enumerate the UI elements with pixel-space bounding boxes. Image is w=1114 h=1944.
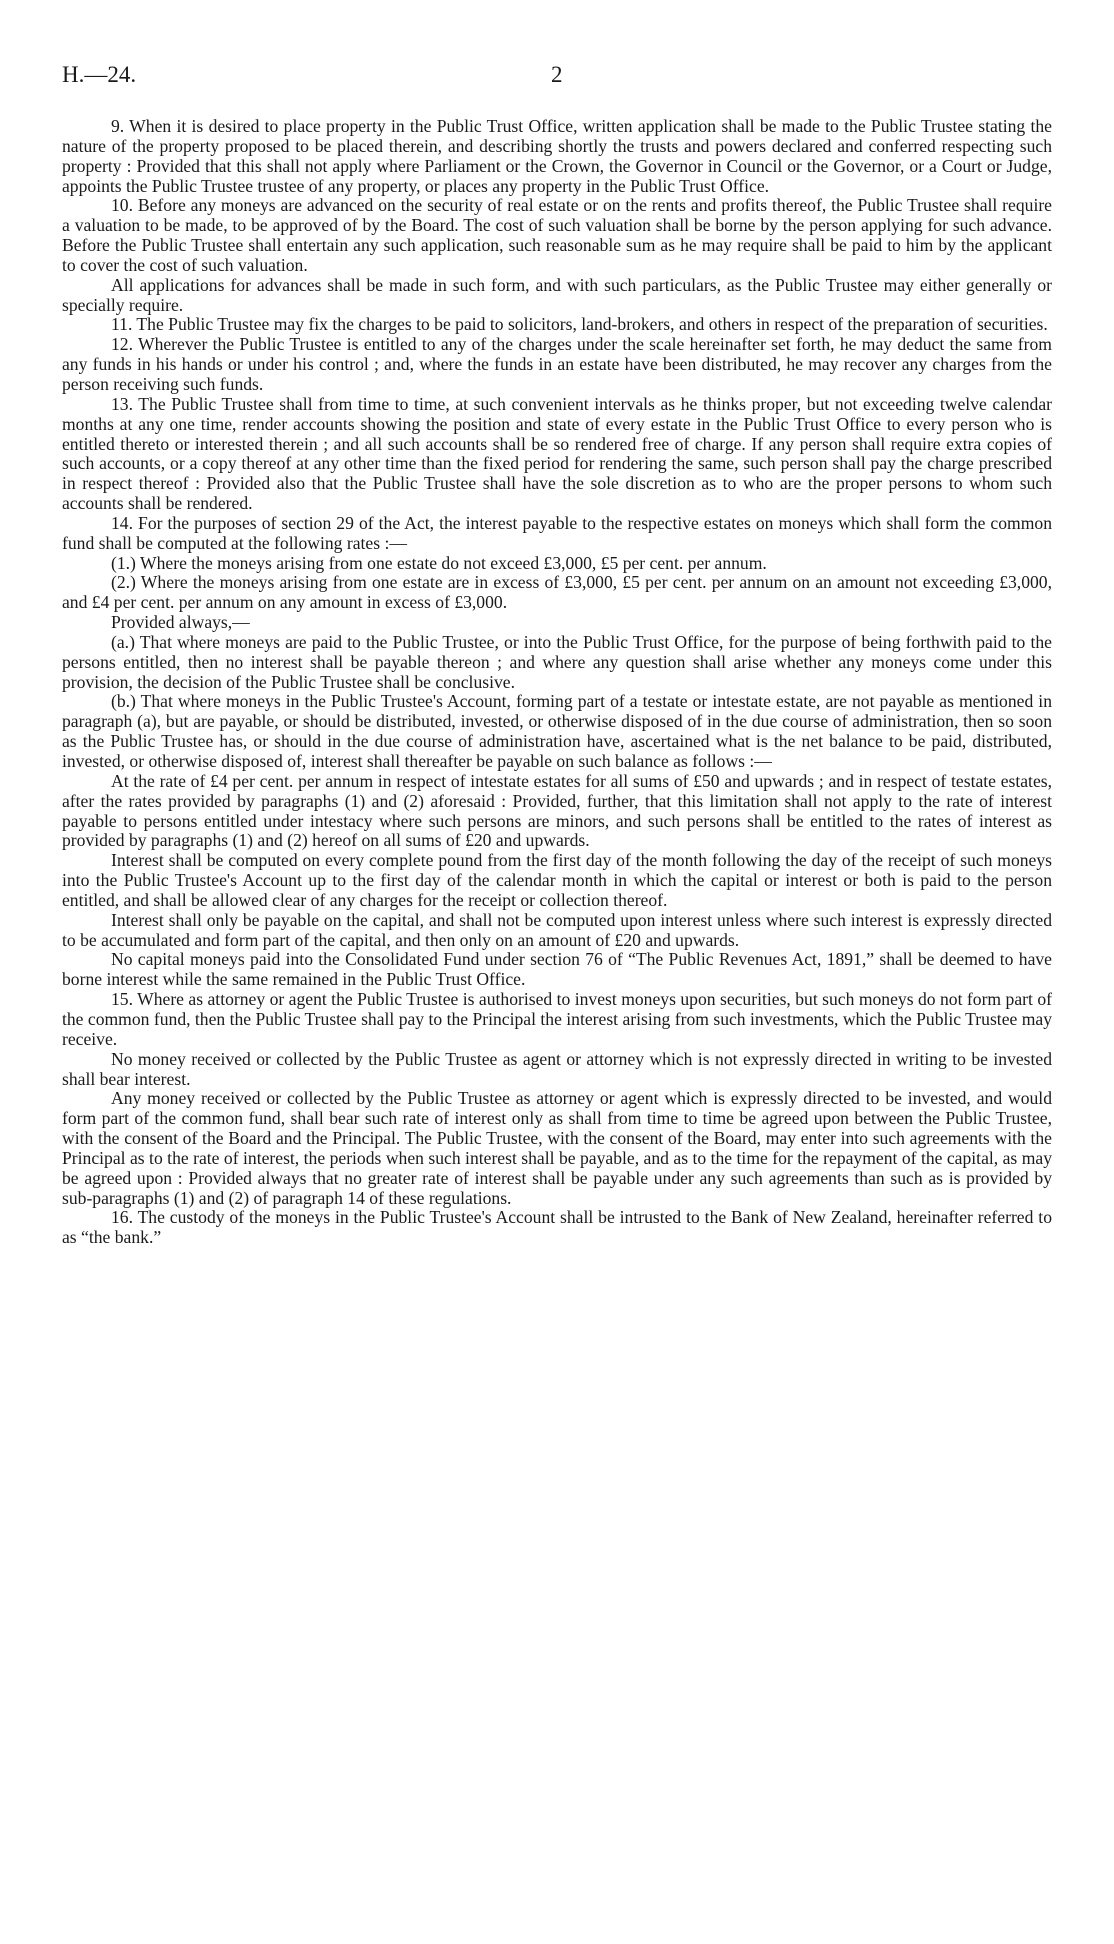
paragraph-12: 12. Wherever the Public Trustee is entitled to any of the charges under the scale hereinafter set forth, he may deduct the same from any funds in his hands or under his control ; and, where the funds in an estate have been distributed, he may recover any charges from the person receiving such funds. xyxy=(62,334,1052,394)
paragraph-15-agreements: Any money received or collected by the Public Trustee as attorney or agent which is expressly directed to be invested, and would form part of the common fund, shall bear such rate of interest only as shall from time to time be agreed upon between the Public Trustee, with the consent of the Board and the Principal. The Public Trustee, with the consent of the Board, may enter into such agreements with the Principal as to the rate of interest, the periods when such interest shall be payable, and as to the time for the repayment of the capital, as may be agreed upon : Provided always that no greater rate of interest shall be payable under any such agreements than such as is provided by sub-paragraphs (1) and (2) of paragraph 14 of these regulations. xyxy=(62,1088,1052,1208)
paragraph-15-no-interest: No money received or collected by the Public Trustee as agent or attorney which is not expressly directed in writing to be invested shall bear interest. xyxy=(62,1048,1052,1089)
regulations-body xyxy=(62,117,1052,1248)
paragraph-14-capital: Interest shall only be payable on the capital, and shall not be computed upon interest unless where such interest is expressly directed to be accumulated and form part of the capital, and then only on an amount of £20 and upwards. xyxy=(62,909,1052,950)
paragraph-11: 11. The Public Trustee may fix the charges to be paid to solicitors, land-brokers, and others in respect of the preparation of securities. xyxy=(111,314,1048,335)
paragraph-14-a: (a.) That where moneys are paid to the Public Trustee, or into the Public Trust Office, for the purpose of being forthwith paid to the persons entitled, then no interest shall be payable thereon ; and where any question shall arise whether any moneys come under this provision, the decision of the Public Trustee shall be conclusive. xyxy=(62,631,1052,692)
paragraph-9: 9. When it is desired to place property in the Public Trust Office, written application shall be made to the Public Trustee stating the nature of the property proposed to be placed therein, and describing shortly the trusts and powers declared and conferred respecting such property : Provided that this shall not apply where Parliament or the Crown, the Governor in Council or the Governor, or a Court or Judge, appoints the Public Trustee trustee of any property, or places any property in the Public Trust Office. xyxy=(62,116,1052,196)
paragraph-14-b: (b.) That where moneys in the Public Trustee's Account, forming part of a testate or intestate estate, are not payable as mentioned in paragraph (a), but are payable, or should be distributed, invested, or otherwise disposed of in the due course of administration, then so soon as the Public Trustee has, or should in the due course of administration have, ascertained what is the net balance to be paid, distributed, invested, or otherwise disposed of, interest shall thereafter be payable on such balance as follows :— xyxy=(62,691,1052,771)
paragraph-14-rate-1: (1.) Where the moneys arising from one estate do not exceed £3,000, £5 per cent. per annum. xyxy=(111,552,767,573)
paragraph-14-rate-4: At the rate of £4 per cent. per annum in respect of intestate estates for all sums of £50 and upwards ; and in respect of testate estates, after the rates provided by paragraphs (1) and (2) aforesaid : Provided, further, that this limitation shall not apply to the rate of interest payable to persons entitled under intestacy where such persons are minors, and such persons shall be entitled to the rates of interest as provided by paragraphs (1) and (2) hereof on all sums of £20 and upwards. xyxy=(62,770,1052,851)
paragraph-14-proviso: Provided always,— xyxy=(111,612,250,633)
paragraph-14-rate-2: (2.) Where the moneys arising from one estate are in excess of £3,000, £5 per cent. per annum on an amount not exceeding £3,000, and £4 per cent. per annum on any amount in excess of £3,000. xyxy=(62,572,1052,613)
paragraph-13: 13. The Public Trustee shall from time to time, at such convenient intervals as he thinks proper, but not exceeding twelve calendar months at any one time, render accounts showing the position and state of every estate in the Public Trust Office to every person who is entitled thereto or interested therein ; and all such accounts shall be so rendered free of charge. If any person shall require extra copies of such accounts, or a copy thereof at any other time than the fixed period for rendering the same, such person shall pay the charge prescribed in respect thereof : Provided also that the Public Trustee shall have the sole discretion as to who are the proper persons to whom such accounts shall be rendered. xyxy=(62,393,1052,514)
paragraph-15: 15. Where as attorney or agent the Public Trustee is authorised to invest moneys upon securities, but such moneys do not form part of the common fund, then the Public Trustee shall pay to the Principal the interest arising from such investments, which the Public Trustee may receive. xyxy=(62,989,1052,1049)
paragraph-16: 16. The custody of the moneys in the Public Trustee's Account shall be intrusted to the Bank of New Zealand, hereinafter referred to as “the bank.” xyxy=(62,1207,1052,1248)
page-number: 2 xyxy=(551,62,563,87)
paragraph-10-applications: All applications for advances shall be made in such form, and with such particulars, as the Public Trustee may either generally or specially require. xyxy=(62,274,1052,315)
paragraph-10: 10. Before any moneys are advanced on the security of real estate or on the rents and profits thereof, the Public Trustee shall require a valuation to be made, to be approved of by the Board. The cost of such valuation shall be borne by the person applying for such advance. Before the Public Trustee shall entertain any such application, such reasonable sum as he may require shall be paid to him by the applicant to cover the cost of such valuation. xyxy=(62,195,1052,275)
paragraph-14-consolidated-fund: No capital moneys paid into the Consolidated Fund under section 76 of “The Public Revenues Act, 1891,” shall be deemed to have borne interest while the same remained in the Public Trust Office. xyxy=(62,949,1052,990)
document-reference: H.—24. xyxy=(62,62,137,87)
paragraph-14-computation: Interest shall be computed on every complete pound from the first day of the month following the day of the receipt of such moneys into the Public Trustee's Account up to the first day of the calendar month in which the capital or interest or both is paid to the person entitled, and shall be allowed clear of any charges for the receipt or collection thereof. xyxy=(62,850,1052,910)
page-header xyxy=(62,62,1052,96)
paragraph-14: 14. For the purposes of section 29 of the Act, the interest payable to the respective estates on moneys which shall form the common fund shall be computed at the following rates :— xyxy=(62,512,1052,553)
